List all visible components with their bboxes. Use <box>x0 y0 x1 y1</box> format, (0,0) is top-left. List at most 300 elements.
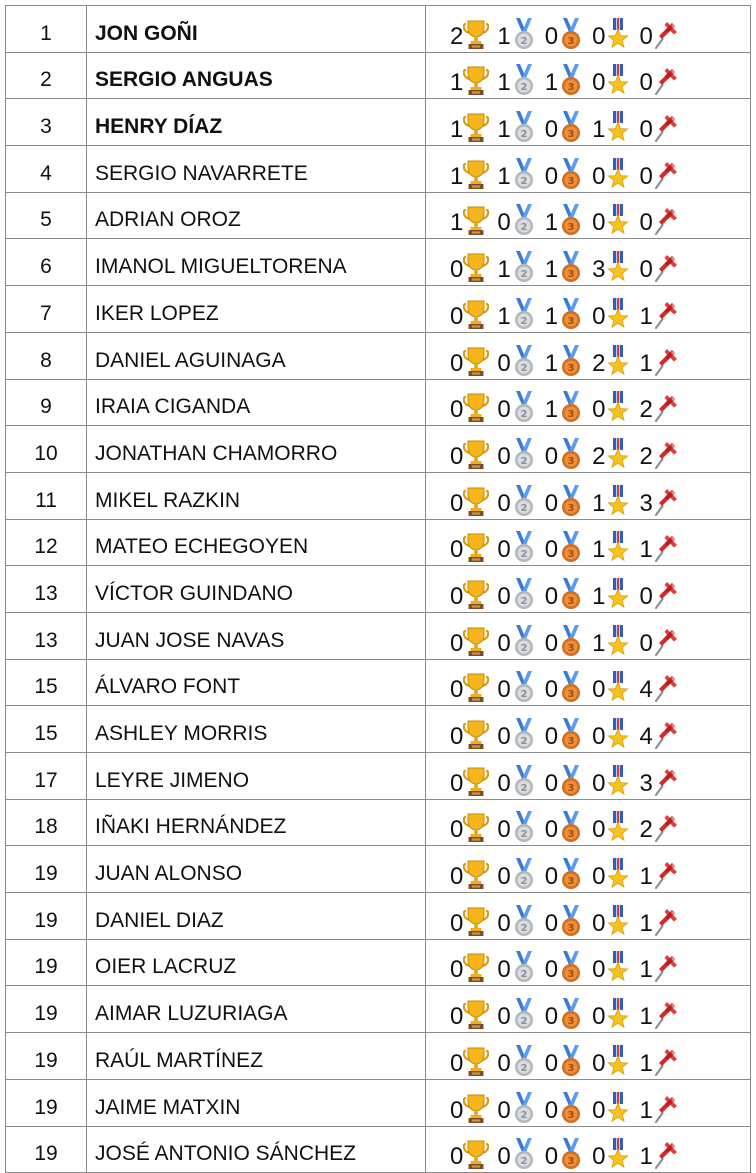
award-count <box>545 950 584 984</box>
award-count <box>639 950 678 984</box>
rank-cell: 1 <box>6 6 87 53</box>
rank-cell: 7 <box>6 286 87 333</box>
awards-cell <box>426 146 751 193</box>
award-count <box>545 997 584 1031</box>
rank-cell: 10 <box>6 426 87 473</box>
pushpin-icon <box>653 173 679 190</box>
silver-medal-icon <box>511 966 537 983</box>
award-count <box>545 1091 584 1125</box>
rank-cell: 12 <box>6 519 87 566</box>
award-count-value: 0 <box>450 396 464 424</box>
award-count-value: 2 <box>639 816 653 844</box>
award-count-value: 0 <box>592 1096 606 1124</box>
svg-text:2: 2 <box>520 1156 528 1168</box>
military-medal-icon <box>605 453 631 470</box>
award-count-value: 1 <box>544 69 559 97</box>
svg-text:2: 2 <box>520 596 528 608</box>
player-name-cell: OIER LACRUZ <box>87 939 426 986</box>
pushpin-icon <box>653 453 679 470</box>
award-count-value: 0 <box>592 162 606 190</box>
table-row <box>6 472 751 519</box>
award-count <box>497 577 536 611</box>
award-count-value: 0 <box>497 723 511 750</box>
award-count <box>497 390 536 424</box>
award-count-value: 0 <box>544 162 559 190</box>
pushpin-icon <box>653 780 679 797</box>
military-medal-icon <box>605 1107 631 1124</box>
rank-cell: 19 <box>6 1033 87 1080</box>
military-medal-icon <box>605 873 631 890</box>
table-row <box>6 706 751 753</box>
award-count-value: 0 <box>544 1096 559 1124</box>
military-medal-icon <box>605 780 631 797</box>
trophy-icon <box>463 780 489 797</box>
trophy-icon <box>463 733 489 750</box>
rank-cell: 6 <box>6 239 87 286</box>
awards-cell <box>426 706 751 753</box>
award-count-value: 0 <box>592 1049 606 1077</box>
award-count-value: 0 <box>450 1143 464 1171</box>
pushpin-icon <box>653 266 679 283</box>
player-name-cell: SERGIO NAVARRETE <box>87 146 426 193</box>
player-name-cell: HENRY DÍAZ <box>87 99 426 146</box>
player-name-cell: RAÚL MARTÍNEZ <box>87 1033 426 1080</box>
player-name-cell: DANIEL AGUINAGA <box>87 332 426 379</box>
svg-text:3: 3 <box>567 689 575 701</box>
award-count <box>545 904 584 938</box>
player-name-cell: ÁLVARO FONT <box>87 659 426 706</box>
award-count <box>545 390 584 424</box>
award-count-value: 1 <box>497 69 511 97</box>
bronze-medal-icon <box>558 1153 584 1170</box>
award-count <box>545 717 584 751</box>
award-count-value: 0 <box>497 582 511 610</box>
award-count-value: 0 <box>639 629 653 657</box>
award-count-value: 0 <box>544 676 559 704</box>
awards-cell <box>426 332 751 379</box>
svg-text:2: 2 <box>520 222 528 234</box>
award-count <box>497 717 536 751</box>
table-row <box>6 986 751 1033</box>
svg-text:3: 3 <box>567 316 575 328</box>
award-count <box>639 297 678 331</box>
award-count-value: 2 <box>592 442 606 470</box>
award-count <box>592 530 631 564</box>
award-count <box>497 110 536 144</box>
award-count <box>592 297 631 331</box>
award-count <box>497 950 536 984</box>
silver-medal-icon <box>511 453 537 470</box>
awards-cell <box>426 1126 751 1173</box>
svg-text:2: 2 <box>520 549 528 561</box>
svg-text:2: 2 <box>520 129 528 141</box>
award-count-value: 0 <box>497 909 511 937</box>
award-count <box>545 1137 584 1171</box>
bronze-medal-icon <box>558 453 584 470</box>
award-count-value: 0 <box>639 209 653 237</box>
award-count-value: 0 <box>497 1096 511 1124</box>
award-count <box>592 997 631 1031</box>
award-count <box>450 157 489 191</box>
award-count <box>497 484 536 518</box>
player-name-cell: JAIME MATXIN <box>87 1079 426 1126</box>
award-count-value: 0 <box>450 676 464 704</box>
rank-cell: 13 <box>6 612 87 659</box>
pushpin-icon <box>653 500 679 517</box>
award-count <box>545 577 584 611</box>
svg-text:3: 3 <box>567 736 575 748</box>
award-count <box>639 203 678 237</box>
player-name-cell: DANIEL DIAZ <box>87 893 426 940</box>
table-row <box>6 332 751 379</box>
svg-text:3: 3 <box>567 129 575 141</box>
svg-text:2: 2 <box>520 642 528 654</box>
award-count-value: 1 <box>639 1096 653 1124</box>
award-count <box>639 577 678 611</box>
silver-medal-icon <box>511 1107 537 1124</box>
award-count <box>450 344 489 378</box>
award-count-value: 4 <box>639 723 653 750</box>
award-count-value: 0 <box>450 863 464 891</box>
award-count <box>639 344 678 378</box>
award-count-value: 3 <box>639 489 653 517</box>
award-count <box>450 1044 489 1078</box>
table-row <box>6 239 751 286</box>
pushpin-icon <box>653 1060 679 1077</box>
bronze-medal-icon <box>558 593 584 610</box>
award-count <box>639 110 678 144</box>
award-count <box>545 810 584 844</box>
award-count <box>592 764 631 798</box>
pushpin-icon <box>653 593 679 610</box>
award-count <box>639 810 678 844</box>
awards-cell <box>426 753 751 800</box>
award-count-value: 1 <box>639 302 653 330</box>
award-count <box>592 390 631 424</box>
rank-cell: 2 <box>6 52 87 99</box>
table-row <box>6 566 751 613</box>
award-count <box>592 810 631 844</box>
award-count <box>450 250 489 284</box>
svg-text:2: 2 <box>520 269 528 281</box>
award-count-value: 0 <box>592 22 606 50</box>
award-count <box>639 670 678 704</box>
award-count-value: 0 <box>497 349 511 377</box>
table-row <box>6 893 751 940</box>
awards-cell <box>426 286 751 333</box>
bronze-medal-icon <box>558 126 584 143</box>
award-count <box>497 63 536 97</box>
player-name-cell: ASHLEY MORRIS <box>87 706 426 753</box>
pushpin-icon <box>653 219 679 236</box>
bronze-medal-icon <box>558 920 584 937</box>
trophy-icon <box>463 1013 489 1030</box>
bronze-medal-icon <box>558 33 584 50</box>
award-count-value: 0 <box>450 349 464 377</box>
award-count <box>450 810 489 844</box>
award-count <box>592 904 631 938</box>
award-count-value: 0 <box>544 116 559 144</box>
award-count-value: 0 <box>497 816 511 844</box>
award-count <box>592 17 631 51</box>
awards-cell <box>426 519 751 566</box>
svg-text:2: 2 <box>520 175 528 187</box>
pushpin-icon <box>653 733 679 750</box>
bronze-medal-icon <box>558 966 584 983</box>
svg-text:2: 2 <box>520 782 528 794</box>
svg-text:2: 2 <box>520 409 528 421</box>
award-count <box>497 530 536 564</box>
award-count <box>545 63 584 97</box>
award-count <box>592 670 631 704</box>
award-count-value: 1 <box>639 536 653 564</box>
table-row <box>6 99 751 146</box>
award-count <box>450 670 489 704</box>
trophy-icon <box>463 826 489 843</box>
table-row <box>6 1079 751 1126</box>
silver-medal-icon <box>511 406 537 423</box>
award-count-value: 1 <box>592 629 606 657</box>
silver-medal-icon <box>511 733 537 750</box>
award-count-value: 0 <box>592 302 606 330</box>
award-count <box>592 624 631 658</box>
award-count <box>450 63 489 97</box>
award-count-value: 0 <box>450 302 464 330</box>
pushpin-icon <box>653 1107 679 1124</box>
pushpin-icon <box>653 920 679 937</box>
award-count <box>450 764 489 798</box>
trophy-icon <box>463 1060 489 1077</box>
award-count-value: 3 <box>639 769 653 797</box>
rank-cell: 5 <box>6 192 87 239</box>
award-count-value: 0 <box>497 396 511 424</box>
bronze-medal-icon <box>558 826 584 843</box>
award-count-value: 1 <box>450 69 464 97</box>
award-count-value: 0 <box>450 629 464 657</box>
silver-medal-icon <box>511 920 537 937</box>
military-medal-icon <box>605 360 631 377</box>
rank-cell: 19 <box>6 893 87 940</box>
rank-cell: 19 <box>6 1126 87 1173</box>
pushpin-icon <box>653 686 679 703</box>
award-count-value: 1 <box>544 302 559 330</box>
table-row <box>6 612 751 659</box>
pushpin-icon <box>653 826 679 843</box>
svg-text:3: 3 <box>567 269 575 281</box>
award-count-value: 0 <box>544 909 559 937</box>
award-count <box>545 297 584 331</box>
award-count-value: 0 <box>497 956 511 984</box>
table-row <box>6 146 751 193</box>
rank-cell: 4 <box>6 146 87 193</box>
trophy-icon <box>463 173 489 190</box>
award-count-value: 1 <box>497 162 511 190</box>
rank-cell: 19 <box>6 986 87 1033</box>
award-count <box>545 670 584 704</box>
trophy-icon <box>463 920 489 937</box>
award-count-value: 0 <box>592 816 606 844</box>
bronze-medal-icon <box>558 1107 584 1124</box>
table-row <box>6 1033 751 1080</box>
award-count-value: 0 <box>544 1003 559 1031</box>
svg-text:3: 3 <box>567 1016 575 1028</box>
award-count <box>639 717 678 751</box>
award-count-value: 0 <box>450 723 464 750</box>
pushpin-icon <box>653 313 679 330</box>
award-count <box>592 1091 631 1125</box>
award-count <box>592 857 631 891</box>
player-name-cell: LEYRE JIMENO <box>87 753 426 800</box>
award-count-value: 0 <box>592 956 606 984</box>
award-count-value: 1 <box>497 302 511 330</box>
svg-text:2: 2 <box>520 82 528 94</box>
award-count <box>545 110 584 144</box>
player-name-cell: MIKEL RAZKIN <box>87 472 426 519</box>
silver-medal-icon <box>511 686 537 703</box>
award-count <box>639 484 678 518</box>
award-count-value: 0 <box>544 863 559 891</box>
award-count <box>592 157 631 191</box>
award-count-value: 0 <box>592 723 606 750</box>
award-count-value: 0 <box>497 676 511 704</box>
table-row <box>6 426 751 473</box>
award-count <box>639 437 678 471</box>
award-count-value: 2 <box>592 349 606 377</box>
ranking-table <box>5 5 751 1173</box>
table-row <box>6 799 751 846</box>
award-count <box>450 997 489 1031</box>
award-count <box>497 997 536 1031</box>
award-count <box>450 1137 489 1171</box>
silver-medal-icon <box>511 79 537 96</box>
svg-text:2: 2 <box>520 362 528 374</box>
military-medal-icon <box>605 173 631 190</box>
military-medal-icon <box>605 966 631 983</box>
svg-text:3: 3 <box>567 35 575 47</box>
award-count-value: 1 <box>592 582 606 610</box>
award-count-value: 1 <box>639 1143 653 1171</box>
award-count <box>450 717 489 751</box>
rank-cell: 18 <box>6 799 87 846</box>
awards-cell <box>426 239 751 286</box>
award-count-value: 0 <box>639 22 653 50</box>
pushpin-icon <box>653 406 679 423</box>
award-count <box>592 203 631 237</box>
award-count <box>450 484 489 518</box>
trophy-icon <box>463 966 489 983</box>
award-count-value: 1 <box>639 863 653 891</box>
award-count <box>497 437 536 471</box>
award-count <box>450 577 489 611</box>
award-count-value: 0 <box>450 816 464 844</box>
svg-text:3: 3 <box>567 1063 575 1075</box>
award-count <box>545 624 584 658</box>
award-count-value: 0 <box>639 582 653 610</box>
table-row <box>6 192 751 239</box>
award-count <box>545 530 584 564</box>
award-count-value: 1 <box>544 256 559 284</box>
award-count <box>639 63 678 97</box>
award-count <box>545 344 584 378</box>
svg-text:3: 3 <box>567 456 575 468</box>
svg-text:2: 2 <box>520 502 528 514</box>
player-name-cell: AIMAR LUZURIAGA <box>87 986 426 1033</box>
silver-medal-icon <box>511 33 537 50</box>
award-count-value: 0 <box>592 1003 606 1031</box>
pushpin-icon <box>653 126 679 143</box>
military-medal-icon <box>605 406 631 423</box>
award-count-value: 1 <box>592 536 606 564</box>
award-count <box>450 297 489 331</box>
award-count-value: 0 <box>497 489 511 517</box>
award-count-value: 1 <box>592 116 606 144</box>
award-count <box>545 1044 584 1078</box>
trophy-icon <box>463 313 489 330</box>
award-count <box>450 1091 489 1125</box>
bronze-medal-icon <box>558 780 584 797</box>
silver-medal-icon <box>511 826 537 843</box>
player-name-cell: IRAIA CIGANDA <box>87 379 426 426</box>
award-count-value: 1 <box>592 489 606 517</box>
award-count <box>639 157 678 191</box>
award-count-value: 0 <box>544 1143 559 1171</box>
player-name-cell: JOSÉ ANTONIO SÁNCHEZ <box>87 1126 426 1173</box>
award-count <box>545 437 584 471</box>
military-medal-icon <box>605 546 631 563</box>
svg-text:3: 3 <box>567 829 575 841</box>
military-medal-icon <box>605 500 631 517</box>
award-count-value: 0 <box>497 1003 511 1031</box>
rank-cell: 11 <box>6 472 87 519</box>
silver-medal-icon <box>511 313 537 330</box>
awards-cell <box>426 379 751 426</box>
player-name-cell: IÑAKI HERNÁNDEZ <box>87 799 426 846</box>
award-count-value: 0 <box>497 209 511 237</box>
award-count <box>497 857 536 891</box>
awards-cell <box>426 893 751 940</box>
award-count-value: 0 <box>497 1143 511 1171</box>
award-count-value: 2 <box>450 22 464 50</box>
table-row <box>6 6 751 53</box>
table-row <box>6 1126 751 1173</box>
awards-cell <box>426 939 751 986</box>
award-count <box>497 157 536 191</box>
award-count <box>592 250 631 284</box>
award-count-value: 0 <box>497 769 511 797</box>
player-name-cell: VÍCTOR GUINDANO <box>87 566 426 613</box>
award-count-value: 0 <box>592 1143 606 1171</box>
awards-cell <box>426 986 751 1033</box>
player-name-cell: JONATHAN CHAMORRO <box>87 426 426 473</box>
award-count-value: 0 <box>450 256 464 284</box>
military-medal-icon <box>605 33 631 50</box>
award-count <box>497 344 536 378</box>
military-medal-icon <box>605 79 631 96</box>
svg-text:2: 2 <box>520 922 528 934</box>
award-count <box>497 297 536 331</box>
award-count <box>450 437 489 471</box>
award-count-value: 0 <box>544 489 559 517</box>
svg-text:3: 3 <box>567 362 575 374</box>
award-count <box>497 17 536 51</box>
award-count-value: 0 <box>450 489 464 517</box>
award-count-value: 0 <box>544 1049 559 1077</box>
awards-cell <box>426 566 751 613</box>
svg-text:3: 3 <box>567 596 575 608</box>
award-count <box>497 1137 536 1171</box>
svg-text:3: 3 <box>567 922 575 934</box>
awards-cell <box>426 426 751 473</box>
